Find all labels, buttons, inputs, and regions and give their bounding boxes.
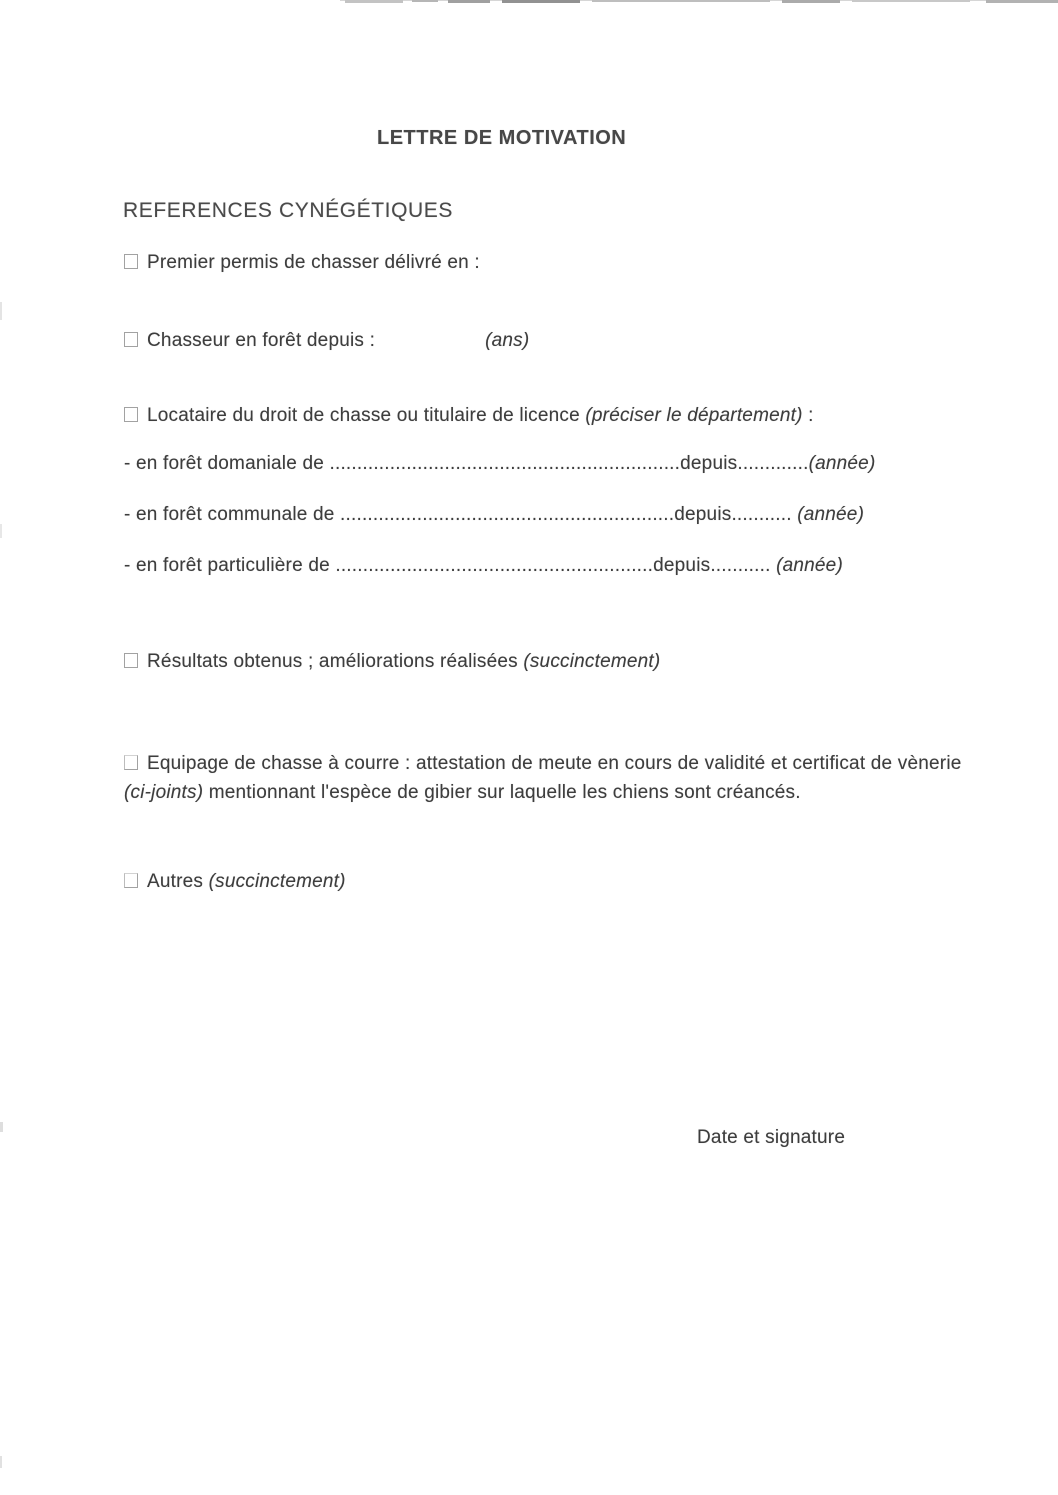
scan-artifact [0,1456,2,1468]
form-item-resultats [124,651,660,673]
document-title: LETTRE DE MOTIVATION [377,127,627,149]
scan-artifact [448,0,490,3]
dotted-fill-year: ........... [731,504,798,525]
checkbox-icon [124,407,138,422]
scan-artifact [0,524,2,538]
depuis-label: depuis [680,453,738,474]
form-item-premier-permis [124,252,480,274]
form-item-autres [124,871,346,893]
autres-label: Autres [147,871,209,892]
forest-line-communale [124,504,864,526]
equipage-attachments-hint: (ci-joints) [124,782,204,803]
scan-artifact [345,0,403,3]
scan-artifact [592,0,770,2]
forest-line-particuliere [124,555,843,577]
scan-artifact [782,0,840,3]
checkbox-icon [124,332,138,347]
scan-artifact [412,0,438,2]
locataire-colon: : [802,405,814,426]
year-hint: (année) [808,453,876,474]
scan-artifact [0,302,2,320]
scan-artifact [340,0,1058,1]
dotted-fill: ................................................................ [329,453,681,474]
equipage-text-start: Equipage de chasse à courre : attestation de meute en cours de validité et certificat de vènerie [147,753,962,774]
forest-line-domaniale [124,453,875,475]
chasseur-years-hint: (ans) [485,330,530,351]
resultats-label: Résultats obtenus ; améliorations réalisées [147,651,524,672]
year-hint: (année) [797,504,865,525]
dotted-fill-year: ........... [710,555,777,576]
form-item-locataire [124,405,814,427]
checkbox-icon [124,755,138,770]
scan-artifact [502,0,580,3]
form-item-chasseur [124,330,529,352]
forest-line-prefix: - en forêt communale de [124,504,341,525]
scan-artifact [986,0,1058,3]
dotted-fill-year: ............. [737,453,809,474]
forest-line-prefix: - en forêt particulière de [124,555,336,576]
checkbox-icon [124,254,138,269]
equipage-text-end: mentionnant l'espèce de gibier sur laquelle les chiens sont créancés. [203,782,801,803]
year-hint: (année) [776,555,843,576]
date-signature-label: Date et signature [697,1127,846,1148]
section-heading: REFERENCES CYNÉGÉTIQUES [123,199,454,222]
chasseur-label: Chasseur en forêt depuis : [147,330,376,351]
depuis-label: depuis [674,504,732,525]
locataire-label: Locataire du droit de chasse ou titulaire de licence [147,405,586,426]
premier-permis-label: Premier permis de chasser délivré en : [147,252,480,273]
locataire-department-hint: (préciser le département) [585,405,803,426]
scan-artifact [0,1122,3,1132]
scan-artifact [852,0,970,2]
form-item-equipage [124,749,969,807]
checkbox-icon [124,653,138,668]
autres-hint: (succinctement) [208,871,346,892]
dotted-fill: ............................................................. [340,504,675,525]
dotted-fill: .......................................................... [335,555,654,576]
forest-line-prefix: - en forêt domaniale de [124,453,330,474]
resultats-hint: (succinctement) [523,651,661,672]
depuis-label: depuis [653,555,711,576]
checkbox-icon [124,873,138,888]
